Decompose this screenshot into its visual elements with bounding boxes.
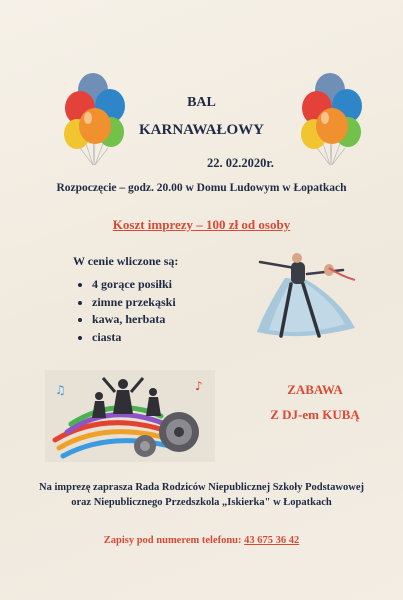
party-line2: Z DJ-em KUBĄ <box>270 407 360 422</box>
included-heading: W cenie wliczone są: <box>73 254 179 268</box>
event-date: 22. 02.2020r. <box>207 156 274 170</box>
invitation-line1: Na imprezę zaprasza Rada Rodziców Niepublicznej Szkoły Podstawowej <box>39 482 364 493</box>
included-list <box>78 276 176 346</box>
invitation-line2: oraz Niepublicznego Przedszkola „Iskierka" w Łopatkach <box>71 497 332 508</box>
dancers-icon <box>245 250 370 340</box>
cost-info: Koszt imprezy – 100 zł od osoby <box>112 217 291 232</box>
title-line1: BAL <box>187 95 216 110</box>
balloons-right-icon <box>297 70 369 170</box>
list-item: 4 gorące posiłki <box>78 276 176 294</box>
dj-party-icon <box>45 370 215 462</box>
start-info: Rozpoczęcie – godz. 20.00 w Domu Ludowym w Łopatkach <box>56 182 347 194</box>
signup-info <box>0 535 403 546</box>
title-line2: KARNAWAŁOWY <box>138 122 264 138</box>
bullet-icon <box>78 301 82 305</box>
list-item: kawa, herbata <box>78 311 176 329</box>
bullet-icon <box>78 283 82 287</box>
bullet-icon <box>78 318 82 322</box>
list-item: zimne przekąski <box>78 294 176 312</box>
list-item: ciasta <box>78 329 176 347</box>
signup-label: Zapisy pod numerem telefonu: <box>103 535 245 546</box>
svg-text:♫: ♫ <box>55 383 66 397</box>
svg-text:♪: ♪ <box>195 379 203 393</box>
balloons-left-icon <box>60 70 132 170</box>
party-line1: ZABAWA <box>287 382 343 397</box>
phone-number[interactable]: 43 675 36 42 <box>244 535 300 546</box>
bullet-icon <box>78 336 82 340</box>
